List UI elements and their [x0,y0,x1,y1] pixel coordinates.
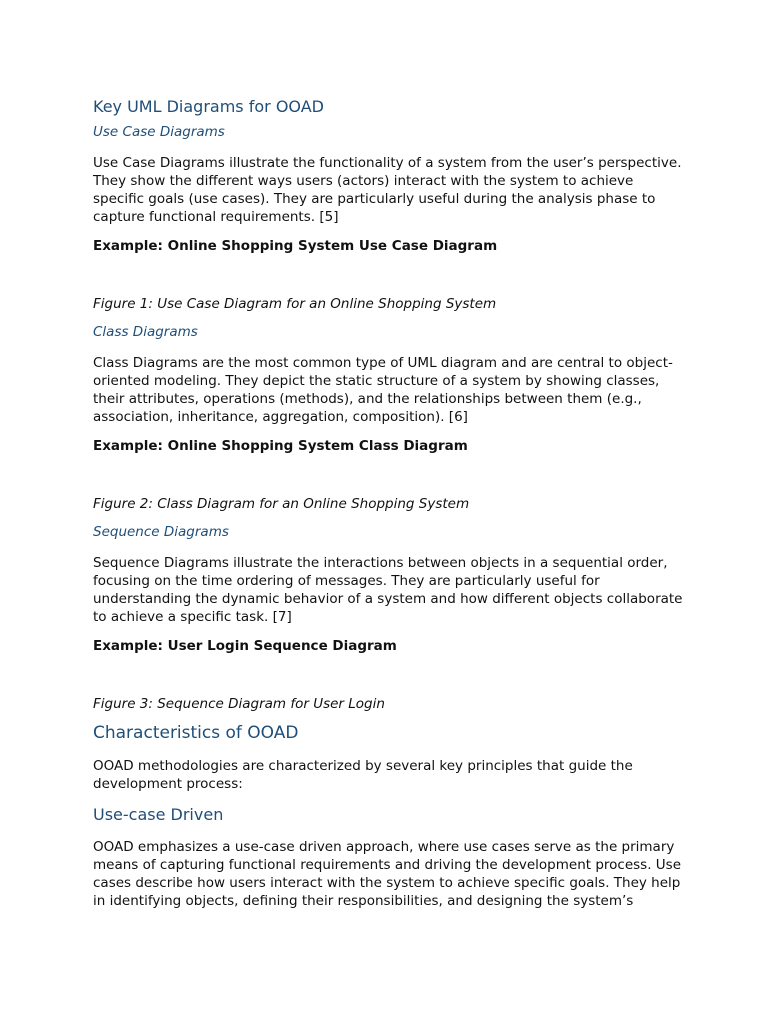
paragraph-characteristics: OOAD methodologies are characterized by several key principles that guide the development process: [93,758,633,792]
paragraph-use-case: Use Case Diagrams illustrate the functionality of a system from the user’s perspective. They show the different ways users (actors) interact with the system to achieve specific goals (use cases). They are particularly useful during the analysis phase to capture functional requirements. [5] [93,155,682,225]
heading-key-uml-diagrams: Key UML Diagrams for OOAD [93,97,324,116]
caption-figure-3: Figure 3: Sequence Diagram for User Login [93,696,385,712]
caption-figure-2: Figure 2: Class Diagram for an Online Shopping System [93,496,470,512]
example-class: Example: Online Shopping System Class Diagram [93,438,468,454]
heading-characteristics: Characteristics of OOAD [93,723,299,743]
heading-use-case-diagrams: Use Case Diagrams [93,124,225,140]
heading-class-diagrams: Class Diagrams [93,324,198,340]
paragraph-use-case-driven: OOAD emphasizes a use-case driven approach, where use cases serve as the primary means of capturing functional requirements and driving the development process. Use cases describe how users interact with the system to achieve specific goals. They help in identifying objects, defining their responsibilities, and designing the system’s [93,839,682,909]
document-page [93,95,683,910]
example-use-case: Example: Online Shopping System Use Case Diagram [93,238,498,254]
example-sequence: Example: User Login Sequence Diagram [93,638,397,654]
caption-figure-1: Figure 1: Use Case Diagram for an Online Shopping System [93,296,497,312]
heading-sequence-diagrams: Sequence Diagrams [93,524,229,540]
paragraph-sequence: Sequence Diagrams illustrate the interactions between objects in a sequential order, focusing on the time ordering of messages. They are particularly useful for understanding the dynamic behavior of a system and how different objects collaborate to achieve a specific task. [7] [93,555,683,625]
heading-use-case-driven: Use-case Driven [93,805,224,824]
paragraph-class: Class Diagrams are the most common type of UML diagram and are central to object-oriented modeling. They depict the static structure of a system by showing classes, their attributes, operations (methods), and the relationships between them (e.g., association, inheritance, aggregation, composition). [6] [93,355,673,425]
